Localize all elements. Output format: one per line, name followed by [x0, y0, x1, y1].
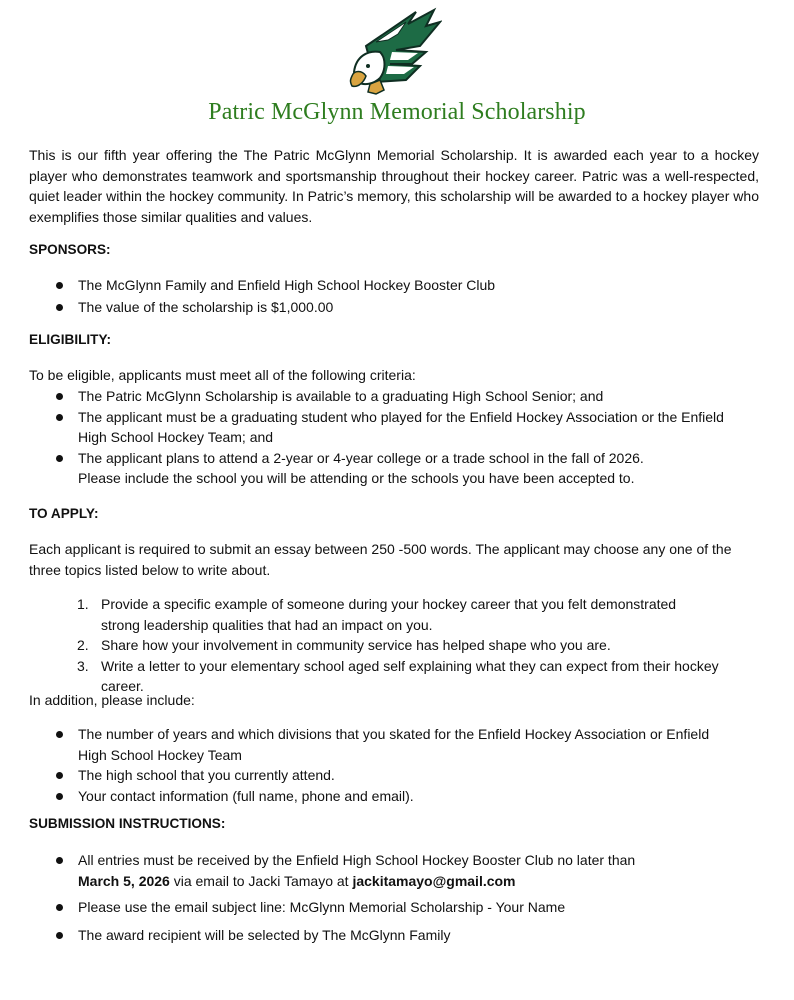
eligibility-list	[29, 386, 769, 489]
page-title: Patric McGlynn Memorial Scholarship	[208, 99, 586, 125]
eligibility-lead: To be eligible, applicants must meet all of the following criteria:	[29, 367, 416, 383]
list-item: The applicant must be a graduating student who played for the Enfield Hockey Association or the Enfield High School Hockey Team; and	[29, 407, 769, 448]
bullet-icon	[56, 772, 63, 779]
bullet-icon	[56, 304, 63, 311]
sponsors-list	[29, 275, 769, 317]
eligibility-heading: ELIGIBILITY:	[29, 332, 112, 347]
sponsors-heading: SPONSORS:	[29, 242, 111, 257]
list-item: The award recipient will be selected by The McGlynn Family	[29, 925, 769, 946]
bullet-icon	[56, 414, 63, 421]
list-item: The applicant plans to attend a 2-year or 4-year college or a trade school in the fall of 2026. Please include the school you will be attending or the schools you have been accepted to.	[29, 448, 769, 489]
bullet-icon	[56, 731, 63, 738]
list-number: 1.	[77, 596, 89, 612]
list-item: 2. Share how your involvement in community service has helped shape who you are.	[29, 635, 764, 656]
addition-list	[29, 724, 769, 806]
bullet-icon	[56, 282, 63, 289]
bullet-icon	[56, 793, 63, 800]
eligibility-note: Please include the school you will be attending or the schools you have been accepted to.	[78, 470, 635, 486]
list-item: The McGlynn Family and Enfield High School Hockey Booster Club	[29, 275, 769, 296]
addition-lead: In addition, please include:	[29, 692, 195, 708]
to-apply-heading: TO APPLY:	[29, 506, 99, 521]
bullet-icon	[56, 857, 63, 864]
bullet-icon	[56, 932, 63, 939]
list-item: The value of the scholarship is $1,000.00	[29, 297, 769, 318]
bullet-icon	[56, 393, 63, 400]
list-number: 3.	[77, 657, 89, 674]
list-item: The number of years and which divisions that you skated for the Enfield Hockey Association or Enfield High School Hockey Team	[29, 724, 769, 765]
intro-text: This is our fifth year offering the The Patric McGlynn Memorial Scholarship. It is awarded each year to a hockey player who demonstrates teamwork and sportsmanship throughout their hockey career. Patric was a well-respected, quiet leader within the hockey community. In Patric’s memory, this scholarship will be awarded to a hockey player who exemplifies those similar qualities and values.	[29, 147, 759, 225]
list-item: Please use the email subject line: McGlynn Memorial Scholarship - Your Name	[29, 897, 769, 918]
list-item: The Patric McGlynn Scholarship is available to a graduating High School Senior; and	[29, 386, 769, 407]
essay-topics-list	[29, 594, 764, 697]
list-item: The high school that you currently attend.	[29, 765, 769, 786]
intro-paragraph	[29, 145, 759, 227]
deadline-date: March 5, 2026	[78, 872, 170, 889]
eagle-logo	[346, 6, 442, 96]
bullet-icon	[56, 904, 63, 911]
eagle-e-logo-icon	[346, 6, 442, 96]
list-item: 3. Write a letter to your elementary school aged self explaining what they can expect from their hockey career.	[77, 657, 719, 694]
bullet-icon	[56, 455, 63, 462]
to-apply-lead: Each applicant is required to submit an essay between 250 -500 words. The applicant may choose any one of the three topics listed below to write about.	[29, 541, 732, 578]
list-number: 2.	[77, 637, 89, 653]
list-item: All entries must be received by the Enfield High School Hockey Booster Club no later than March 5, 2026 via email to Jacki Tamayo at jackitamayo@gmail.com	[29, 850, 769, 891]
contact-email-link[interactable]: jackitamayo@gmail.com	[352, 872, 516, 889]
submission-list	[29, 850, 769, 945]
list-item: Your contact information (full name, phone and email).	[29, 786, 769, 807]
list-item: 1. Provide a specific example of someone during your hockey career that you felt demonstrated strong leadership qualities that had an impact on you.	[77, 596, 677, 633]
submission-heading: SUBMISSION INSTRUCTIONS:	[29, 816, 226, 831]
